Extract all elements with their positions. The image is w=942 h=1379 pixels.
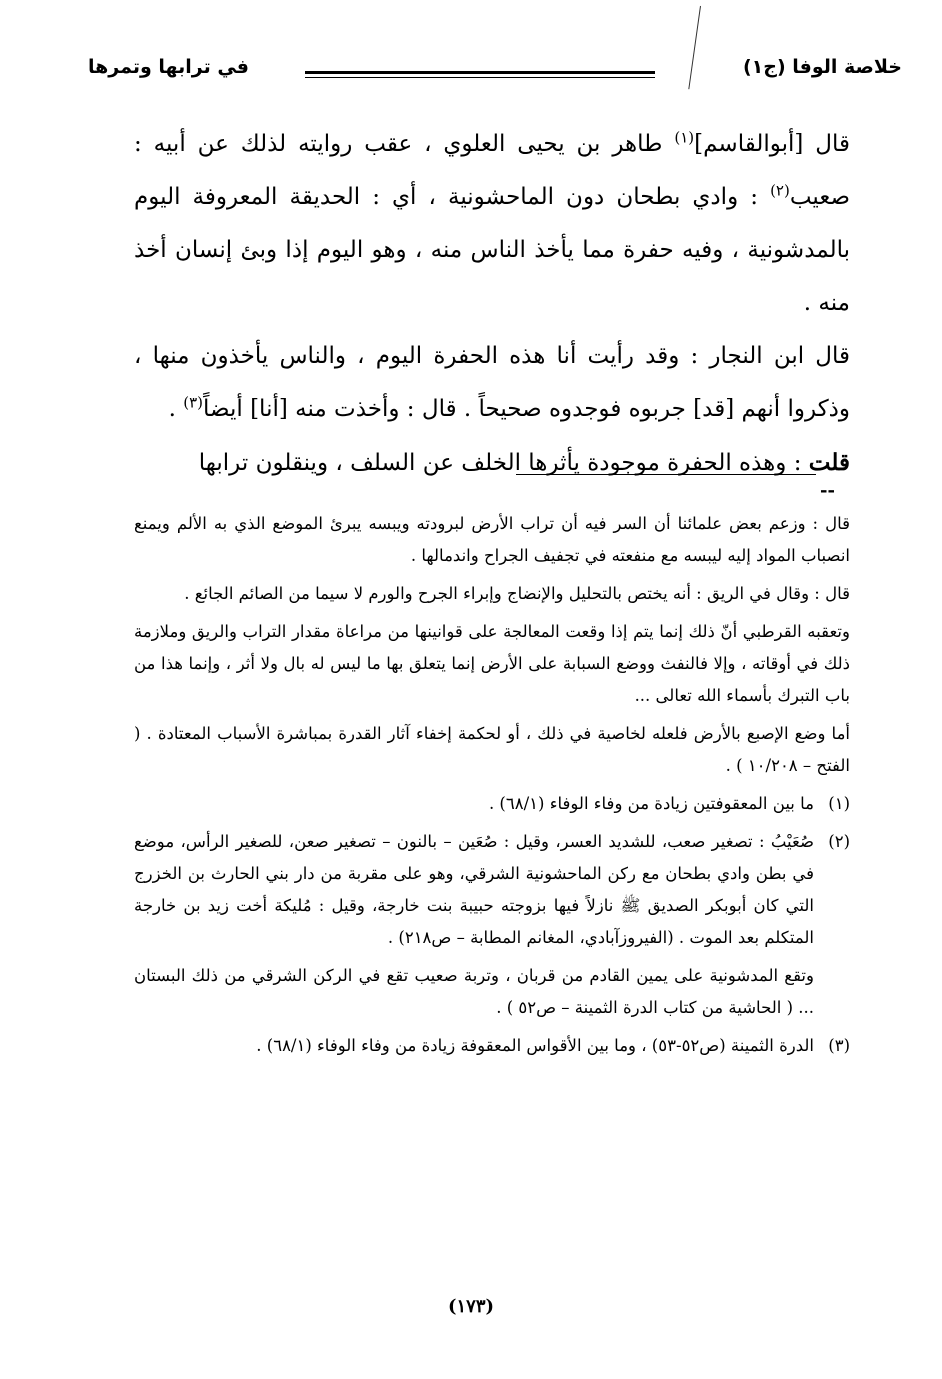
footnote-text: وتقع المدشونية على يمين القادم من قربان ، وتربة صعيب تقع في الركن الشرقي من ذلك البستان ... ( الحاشية من كتاب الدرة الثمينة – ص٥٢ ) . xyxy=(134,966,814,1017)
footnote-number: (٢) xyxy=(828,832,850,851)
main-text xyxy=(134,118,850,490)
qultu-lead: قلت xyxy=(808,449,850,476)
carryover-note-1: قال : وزعم بعض علمائنا أن السر فيه أن تراب الأرض لبرودته ويبسه يبرئ الموضع الذي به الألم ويمنع انصباب المواد إليه ليبسه مع منفعته في تجفيف الجراح واندمالها . xyxy=(134,514,850,565)
carryover-note-4: أما وضع الإصبع بالأرض فلعله لخاصية في ذلك ، أو لحكمة إخفاء آثار القدرة بمباشرة الأسباب المعتادة . ( الفتح – ١٠/٢٠٨ ) . xyxy=(134,724,850,775)
footnote-1 xyxy=(134,788,850,820)
paragraph-text: : وادي بطحان دون الماحشونية ، أي : الحديقة المعروفة اليوم بالمدشونية ، وفيه حفرة مما يأخذ الناس منه ، وهو اليوم إذا وبئ إنسان أخذ منه . xyxy=(134,184,850,316)
carryover-note-2: قال : وقال في الريق : أنه يختص بالتحليل والإنضاج وإبراء الجرح والورم لا سيما من الصائم الجائع . xyxy=(184,584,850,603)
paragraph-text: . xyxy=(168,396,184,422)
body-paragraph-1 xyxy=(134,118,850,330)
footnote-2-continuation xyxy=(134,960,850,1024)
footnote-ref-3: (٣) xyxy=(183,393,204,412)
footnote-text: صُعَيْبُ : تصغير صعب، للشديد العسر، وقيل : صُعَين – بالنون – تصغير صعن، للصغير الرأس، موضع في بطن وادي بطحان مع ركن الماحشونية الشرقي، وهو على مقربة من دار بني الحارث بن الخزرج التي كان أبوبكر الصديق ﷺ نازلاً فيها بزوجته حبيبة بنت خارجة، وقيل : مُليكة أخت زيد بن خارجة المتكلم بعد الموت . (الفيروزآبادي، المغانم المطابة – ص٢١٨) . xyxy=(134,832,814,947)
paragraph-text: قال ابن النجار : وقد رأيت أنا هذه الحفرة اليوم ، والناس يأخذون منها ، وذكروا أنهم [قد] جربوه فوجدوه صحيحاً . قال : وأخذت منه [أنا] أيضاً xyxy=(134,343,850,422)
continuation-mark: -- xyxy=(820,480,835,501)
body-paragraph-3 xyxy=(134,436,850,490)
body-paragraph-2 xyxy=(134,330,850,436)
footnotes-area xyxy=(134,508,850,1068)
footnote-number: (٣) xyxy=(828,1036,850,1055)
paragraph-text: : وهذه الحفرة موجودة يأثرها الخلف عن السلف ، وينقلون ترابها xyxy=(198,450,809,476)
footnote-2 xyxy=(134,826,850,954)
footnote-number xyxy=(824,960,850,1024)
footnote-text: الدرة الثمينة (ص٥٢-٥٣) ، وما بين الأقواس المعقوفة زيادة من وفاء الوفاء (٦٨/١) . xyxy=(256,1036,814,1055)
footnote-3 xyxy=(134,1030,850,1062)
running-header-title: خلاصة الوفا (ج١) xyxy=(742,56,902,78)
paragraph-text: قال [أبوالقاسم] xyxy=(694,131,851,157)
footnote-ref-1: (١) xyxy=(674,128,695,147)
footnote-separator xyxy=(516,474,816,475)
footnote-number: (١) xyxy=(828,794,850,813)
header-rule xyxy=(305,71,655,78)
carryover-note-3: وتعقبه القرطبي أنّ ذلك إنما يتم إذا وقعت المعالجة على قوانينها من مراعاة مقدار التراب والريق وملازمة ذلك في أوقاته ، وإلا فالنفث ووضع السبابة على الأرض إنما يتعلق بها ما ليس له بال ولا أثر ، وإنما هذا من باب التبرك بأسماء الله تعالى ... xyxy=(134,622,850,705)
footnote-text: ما بين المعقوفتين زيادة من وفاء الوفاء (٦٨/١) . xyxy=(488,794,814,813)
running-header-chapter: في ترابها وتمرها xyxy=(88,56,249,78)
footnote-ref-2: (٢) xyxy=(770,181,790,200)
page-number: (١٧٣) xyxy=(447,1296,495,1317)
paragraph-text: طاهر بن يحيى العلوي ، عقب روايته لذلك عن أبيه : صعيب xyxy=(134,131,850,210)
